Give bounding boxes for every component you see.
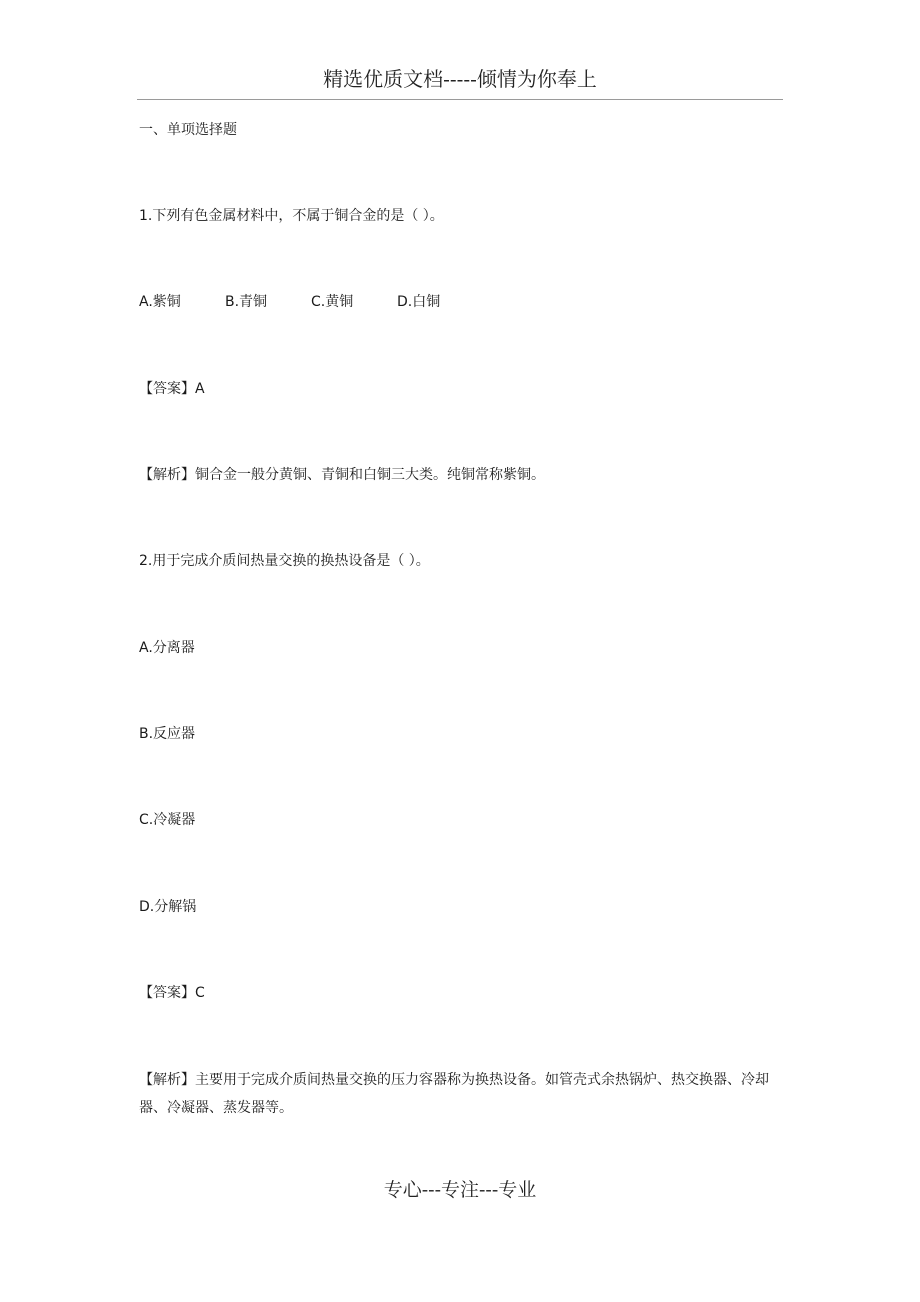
- page-header: 精选优质文档-----倾情为你奉上: [323, 67, 597, 91]
- question-2-option-b: B.反应器: [139, 726, 196, 742]
- question-1-stem: 1.下列有色金属材料中，不属于铜合金的是（ ）。: [139, 208, 444, 224]
- section-title: 一、单项选择题: [139, 122, 237, 138]
- question-2-analysis: 【解析】主要用于完成介质间热量交换的压力容器称为换热设备。如管壳式余热锅炉、热交换器、冷却器、冷凝器、蒸发器等。: [139, 1072, 769, 1116]
- question-1-analysis: 【解析】铜合金一般分黄铜、青铜和白铜三大类。纯铜常称紫铜。: [139, 467, 545, 483]
- question-1-option-d: D.白铜: [397, 294, 441, 310]
- question-2-stem: 2.用于完成介质间热量交换的换热设备是（ ）。: [139, 553, 430, 569]
- question-2-option-d: D.分解锅: [139, 899, 197, 915]
- question-1-option-b: B.青铜: [225, 294, 268, 310]
- page-footer: 专心---专注---专业: [383, 1179, 537, 1201]
- question-1-option-a: A.紫铜: [139, 294, 181, 310]
- question-2-option-c: C.冷凝器: [139, 812, 196, 828]
- question-1-options: [139, 291, 483, 313]
- question-1-option-c: C.黄铜: [311, 294, 354, 310]
- header-divider: [137, 99, 783, 100]
- question-2-option-a: A.分离器: [139, 640, 195, 656]
- question-1-answer: 【答案】A: [139, 381, 205, 397]
- question-2-answer: 【答案】C: [139, 985, 205, 1001]
